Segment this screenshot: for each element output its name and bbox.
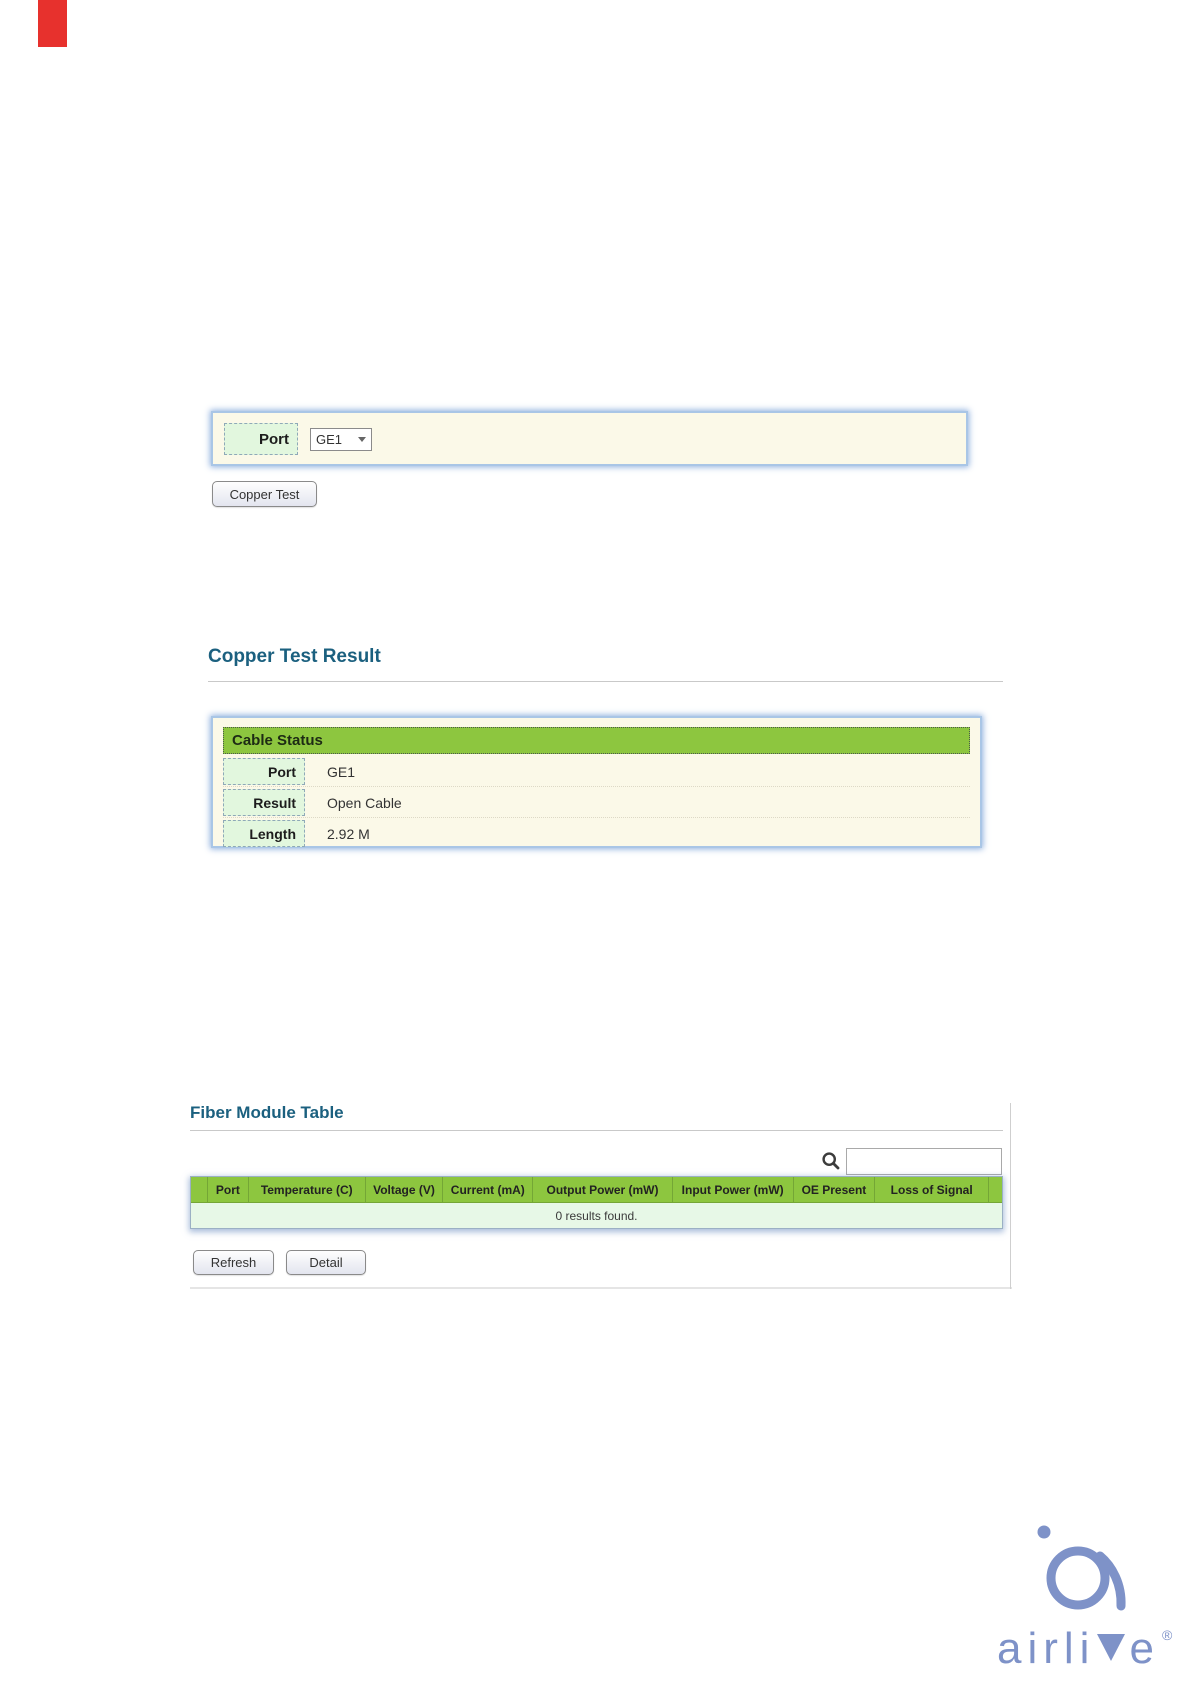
table-row <box>223 787 970 818</box>
port-select-value: GE1 <box>316 432 343 447</box>
logo-v-triangle-icon <box>1097 1634 1125 1661</box>
airlive-logo-mark <box>1000 1516 1150 1626</box>
fiber-module-table-heading: Fiber Module Table <box>190 1103 344 1122</box>
copper-test-form-panel <box>211 411 968 466</box>
airlive-wordmark <box>997 1624 1173 1673</box>
fiber-col-loss-of-signal: Loss of Signal <box>875 1177 989 1203</box>
wordmark-prefix: airli <box>997 1624 1096 1673</box>
fiber-module-table <box>190 1176 1003 1229</box>
chevron-down-icon <box>358 437 366 442</box>
page-crop-edge-line <box>1010 1103 1011 1289</box>
cable-status-header-text: Cable Status <box>232 732 323 749</box>
cable-row-label <box>223 820 305 847</box>
fiber-col-output-power: Output Power (mW) <box>533 1177 673 1203</box>
cable-row-label-text: Port <box>268 763 296 780</box>
cable-row-value: GE1 <box>327 763 356 780</box>
port-label-text: Port <box>259 430 289 448</box>
cable-row-label <box>223 758 305 785</box>
table-row <box>223 756 970 787</box>
cable-row-value: 2.92 M <box>327 825 370 842</box>
fiber-col-oe-present: OE Present <box>794 1177 876 1203</box>
copper-test-button[interactable]: Copper Test <box>212 481 317 507</box>
fiber-col-port: Port <box>208 1177 249 1203</box>
fiber-col-spacer <box>989 1177 1002 1203</box>
section-divider <box>190 1287 1012 1289</box>
refresh-button[interactable]: Refresh <box>193 1250 274 1275</box>
cable-status-header <box>223 727 970 754</box>
fiber-col-spacer <box>191 1177 208 1203</box>
fiber-empty-row: 0 results found. <box>191 1203 1002 1228</box>
port-field-label <box>224 423 298 455</box>
fiber-heading-rule <box>190 1130 1003 1131</box>
port-select[interactable] <box>310 428 372 451</box>
wordmark-suffix: e <box>1129 1624 1160 1673</box>
cable-status-panel <box>211 716 982 848</box>
cable-row-value: Open Cable <box>327 794 402 811</box>
table-row <box>223 818 970 849</box>
search-icon <box>821 1151 841 1171</box>
red-annotation-marker <box>38 0 67 47</box>
cable-row-label-text: Length <box>249 825 296 842</box>
copper-result-heading-rule <box>208 681 1003 682</box>
fiber-col-voltage: Voltage (V) <box>366 1177 444 1203</box>
fiber-col-current: Current (mA) <box>443 1177 533 1203</box>
registered-trademark-icon: ® <box>1161 1627 1173 1643</box>
search-input[interactable] <box>846 1148 1002 1175</box>
cable-row-label <box>223 789 305 816</box>
copper-test-result-heading: Copper Test Result <box>208 646 381 667</box>
fiber-table-header-row <box>191 1177 1002 1203</box>
cable-row-label-text: Result <box>253 794 296 811</box>
fiber-col-temperature: Temperature (C) <box>249 1177 366 1203</box>
fiber-col-input-power: Input Power (mW) <box>673 1177 794 1203</box>
detail-button[interactable]: Detail <box>286 1250 366 1275</box>
